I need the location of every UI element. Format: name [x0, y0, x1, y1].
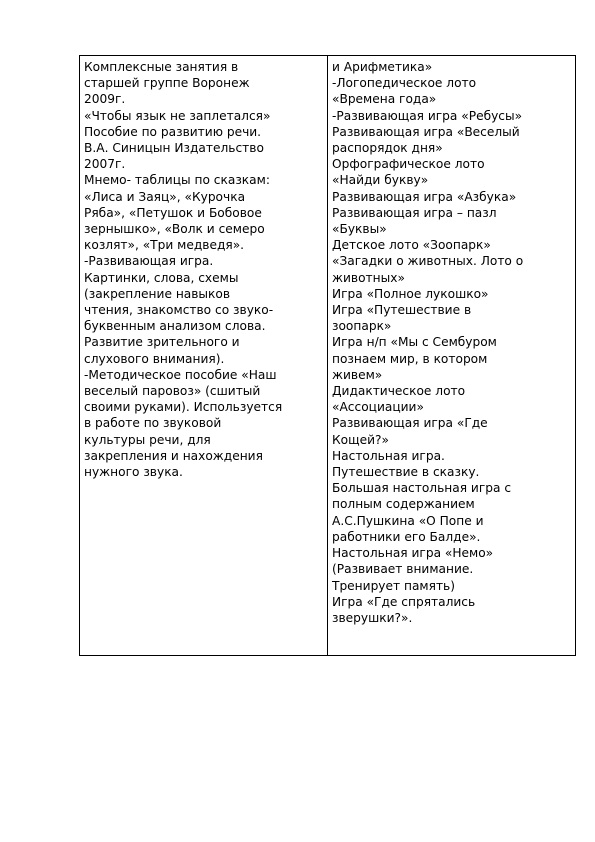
text-line: Комплексные занятия в — [84, 60, 239, 74]
text-line: Детское лото «Зоопарк» — [332, 238, 491, 253]
text-line: «Буквы» — [332, 222, 387, 237]
text-line: Дидактическое лото — [332, 384, 466, 399]
text-line: Пособие по развитию речи. — [84, 124, 262, 139]
text-line: Картинки, слова, схемы — [84, 270, 239, 285]
left-column-cell — [80, 56, 328, 656]
text-line: Настольная игра. — [332, 448, 445, 463]
text-line: -Развивающая игра. — [84, 254, 214, 269]
text-line: нужного звука. — [84, 465, 183, 480]
text-line: чтения, знакомство со звуко- — [84, 303, 274, 318]
text-line: Ряба», «Петушок и Бобовое — [84, 205, 262, 220]
text-line: зернышко», «Волк и семеро — [84, 222, 265, 237]
text-line: (закрепление навыков — [84, 286, 231, 301]
text-line: Развивающая игра «Азбука» — [332, 189, 517, 204]
text-line: зоопарк» — [332, 319, 392, 334]
text-line: Тренирует память) — [332, 578, 455, 593]
text-line: Мнемо- таблицы по сказкам: — [84, 173, 270, 188]
text-line: и Арифметика» — [332, 60, 433, 74]
text-line: -Логопедическое лото — [332, 76, 477, 91]
text-line: своими руками). Используется — [84, 400, 283, 415]
text-line: старшей группе Воронеж — [84, 76, 250, 91]
text-line: Настольная игра «Немо» — [332, 546, 494, 561]
table-row — [80, 56, 576, 656]
text-line: закрепления и нахождения — [84, 448, 263, 463]
text-line: «Найди букву» — [332, 173, 429, 188]
text-line: -Развивающая игра «Ребусы» — [332, 108, 523, 123]
text-line: в работе по звуковой — [84, 416, 222, 431]
text-line: А.С.Пушкина «О Попе и — [332, 513, 484, 528]
text-line: Развитие зрительного и — [84, 335, 240, 350]
text-line: Игра «Путешествие в — [332, 303, 472, 318]
text-line: полным содержанием — [332, 497, 475, 512]
text-line: Развивающая игра «Веселый — [332, 124, 520, 139]
text-line: работники его Балде». — [332, 529, 481, 544]
text-line: веселый паровоз» (сшитый — [84, 384, 261, 399]
text-line: «Лиса и Заяц», «Курочка — [84, 189, 246, 204]
text-line: буквенным анализом слова. — [84, 319, 266, 334]
text-line: Игра «Полное лукошко» — [332, 286, 489, 301]
text-line: Развивающая игра «Где — [332, 416, 488, 431]
text-line: «Чтобы язык не заплетался» — [84, 108, 271, 123]
right-column-cell — [328, 56, 576, 656]
text-line: (Развивает внимание. — [332, 562, 474, 577]
text-line: распорядок дня» — [332, 141, 443, 156]
text-line: В.А. Синицын Издательство — [84, 141, 264, 156]
text-line: козлят», «Три медведя». — [84, 238, 245, 253]
text-line: культуры речи, для — [84, 432, 211, 447]
text-line: 2007г. — [84, 157, 126, 172]
text-line: Развивающая игра – пазл — [332, 205, 497, 220]
text-line: животных» — [332, 270, 405, 285]
text-line: -Методическое пособие «Наш — [84, 367, 277, 382]
text-line: познаем мир, в котором — [332, 351, 488, 366]
text-line: «Загадки о животных. Лото о — [332, 254, 524, 269]
text-line: Орфографическое лото — [332, 157, 485, 172]
text-line: 2009г. — [84, 92, 126, 107]
text-line: слухового внимания). — [84, 351, 225, 366]
text-line: Кощей?» — [332, 432, 389, 447]
text-line: Большая настольная игра с — [332, 481, 512, 496]
text-line: Игра н/п «Мы с Сембуром — [332, 335, 497, 350]
text-line: живем» — [332, 367, 383, 382]
text-line: Путешествие в сказку. — [332, 465, 480, 480]
text-line: зверушки?». — [332, 610, 413, 625]
materials-table — [79, 55, 576, 656]
text-line: Игра «Где спрятались — [332, 594, 476, 609]
text-line: «Времена года» — [332, 92, 437, 107]
text-line: «Ассоциации» — [332, 400, 424, 415]
